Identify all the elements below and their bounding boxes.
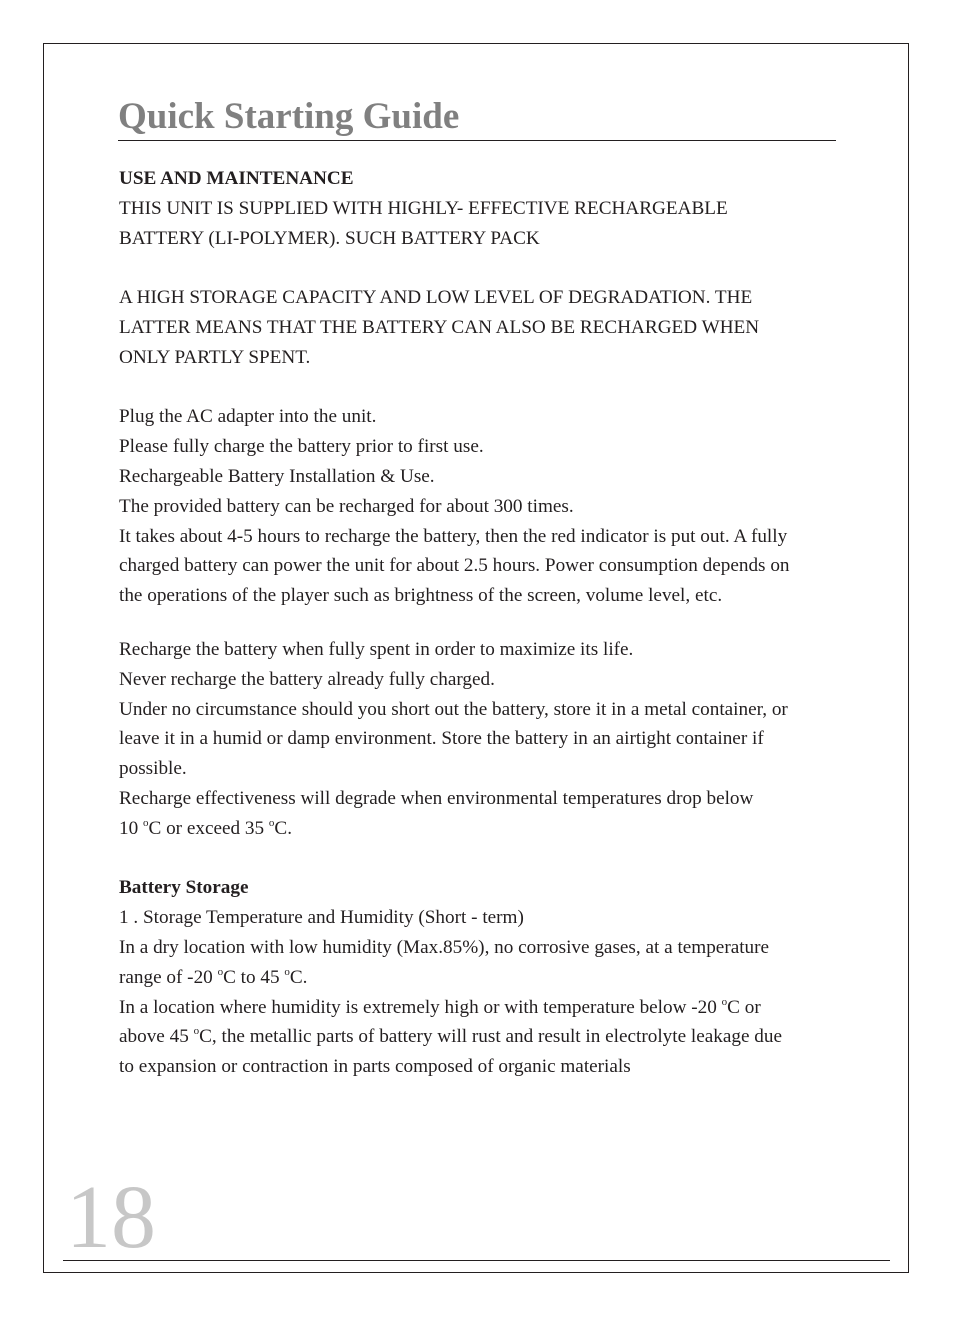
list-item: 1 . Storage Temperature and Humidity (Short - term) [119,907,524,929]
text-line: to expansion or contraction in parts composed of organic materials [119,1056,631,1078]
section-heading: Battery Storage [119,877,249,899]
degree-superscript: o [142,816,149,829]
text-line: It takes about 4-5 hours to recharge the battery, then the red indicator is put out. A fully [119,525,788,547]
text-line: Recharge the battery when fully spent in order to maximize its life. [119,638,634,660]
temperature-line [119,814,859,844]
text-fragment: above 45 [119,1026,194,1048]
battery-care-paragraph [119,635,859,844]
text-fragment: C, the metallic parts of battery will rust and result in electrolyte leakage due [199,1026,782,1048]
text-line: ONLY PARTLY SPENT. [119,346,311,368]
paragraph-gap [119,253,859,283]
text-line: BATTERY (LI-POLYMER). SUCH BATTERY PACK [119,227,540,249]
section-heading: USE AND MAINTENANCE [119,168,354,189]
degree-superscript: o [284,965,290,978]
title-underline [118,140,836,141]
text-line: leave it in a humid or damp environment. Store the battery in an airtight container if [119,728,764,750]
text-line: The provided battery can be recharged for about 300 times. [119,495,574,517]
text-line: the operations of the player such as brightness of the screen, volume level, etc. [119,585,723,607]
battery-storage-section [119,873,859,1082]
text-line: THIS UNIT IS SUPPLIED WITH HIGHLY- EFFECTIVE RECHARGEABLE [119,197,728,219]
charging-instructions [119,402,859,611]
text-fragment: C. [274,817,293,839]
paragraph-gap [119,611,859,635]
text-line: Never recharge the battery already fully charged. [119,668,495,690]
temperature-line [119,993,859,1023]
temperature-line [119,963,859,993]
paragraph-gap [119,373,859,403]
text-fragment: C or exceed 35 [148,817,269,839]
degree-superscript: o [193,1025,200,1038]
text-line: Please fully charge the battery prior to first use. [119,436,484,458]
text-fragment: In a location where humidity is extremely high or with temperature below -20 [119,996,722,1018]
text-line: Plug the AC adapter into the unit. [119,406,377,428]
text-line: charged battery can power the unit for about 2.5 hours. Power consumption depends on [119,555,790,577]
text-fragment: C to 45 [223,966,285,988]
paragraph-gap [119,844,859,874]
capacity-paragraph [119,283,859,372]
text-fragment: range of -20 [119,966,218,988]
text-fragment: C or [727,996,761,1018]
text-fragment: 10 [119,817,143,839]
degree-superscript: o [721,995,728,1008]
text-line: possible. [119,758,187,780]
degree-superscript: o [217,965,224,978]
temperature-line [119,1022,859,1052]
text-line: Rechargeable Battery Installation & Use. [119,465,435,487]
text-line: Under no circumstance should you short out the battery, store it in a metal container, or [119,698,788,720]
document-body [119,164,859,1082]
footer-rule [63,1260,890,1261]
page-number: 18 [66,1168,156,1267]
text-line: In a dry location with low humidity (Max.85%), no corrosive gases, at a temperature [119,936,770,958]
text-fragment: C. [289,966,308,988]
degree-superscript: o [268,816,275,829]
text-line: LATTER MEANS THAT THE BATTERY CAN ALSO BE RECHARGED WHEN [119,316,760,338]
text-line: A HIGH STORAGE CAPACITY AND LOW LEVEL OF DEGRADATION. THE [119,287,753,309]
text-line: Recharge effectiveness will degrade when environmental temperatures drop below [119,787,754,809]
use-and-maintenance-section [119,164,859,253]
page-title: Quick Starting Guide [118,96,460,137]
